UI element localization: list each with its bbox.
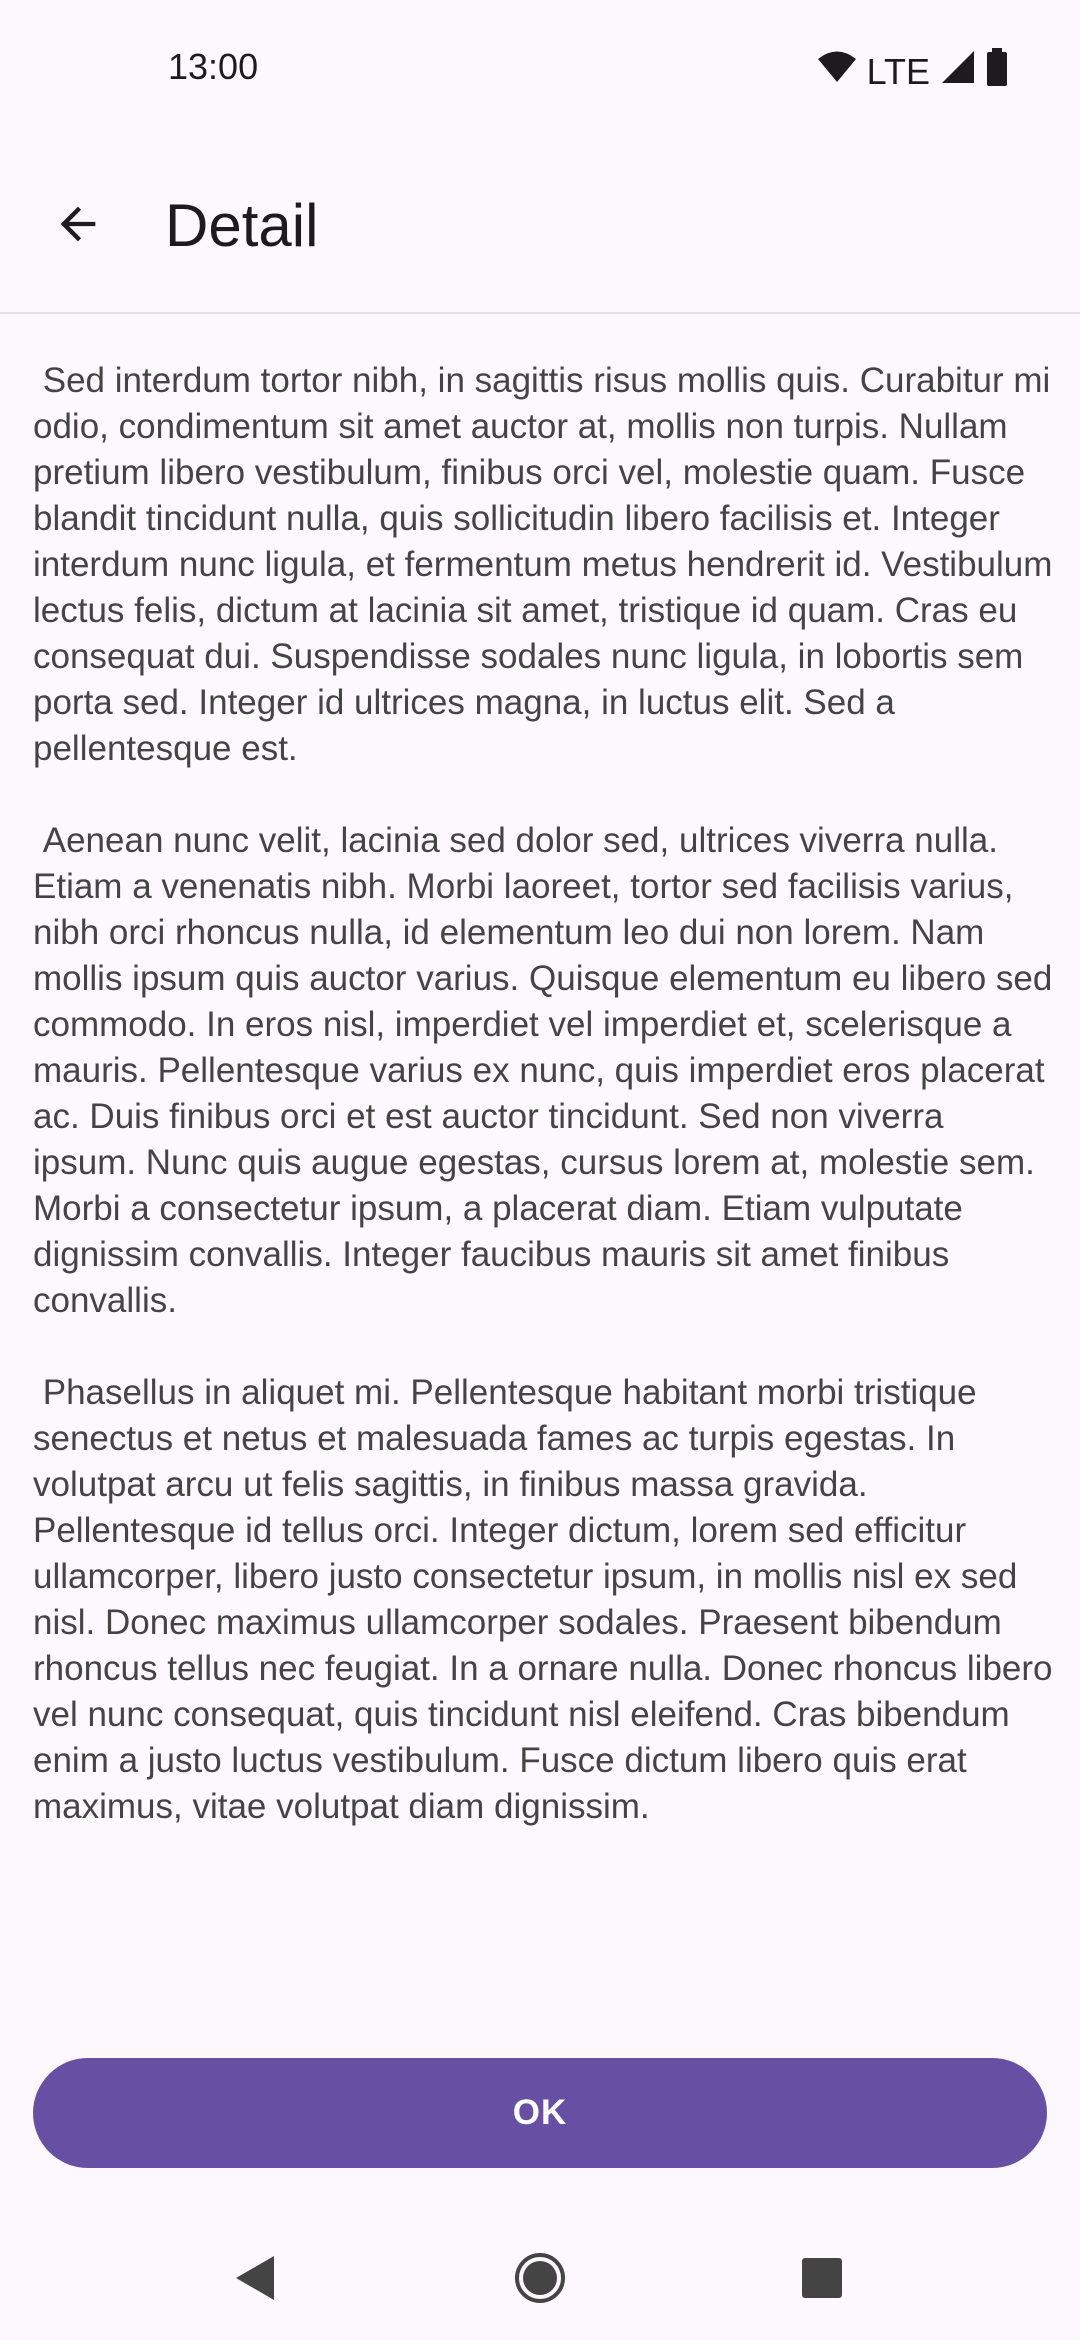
- scroll-content[interactable]: [0, 312, 1080, 2020]
- status-bar: [0, 0, 1080, 140]
- battery-icon: [986, 48, 1008, 95]
- nav-home-icon: [514, 2252, 566, 2309]
- back-button[interactable]: [36, 184, 120, 268]
- nav-back-button[interactable]: [226, 2250, 286, 2310]
- cellular-signal-icon: [940, 49, 976, 94]
- top-app-bar: [0, 140, 1080, 314]
- nav-back-icon: [234, 2254, 278, 2307]
- wifi-icon: [817, 50, 857, 93]
- nav-home-button[interactable]: [510, 2250, 570, 2310]
- navigation-bar: [0, 2220, 1080, 2340]
- ok-button[interactable]: OK: [33, 2058, 1047, 2168]
- detail-text: Sed interdum tortor nibh, in sagittis risus mollis quis. Curabitur mi odio, condimentum sit amet auctor at, mollis non turpis. Nullam pretium libero vestibulum, finibus orci vel, molestie quam. Fusce blandit tincidunt nulla, quis sollicitudin libero facilisis et. Integer interdum nunc ligula, et fermentum metus hendrerit id. Vestibulum lectus felis, dictum at lacinia sit amet, tristique id quam. Cras eu consequat dui. Suspendisse sodales nunc ligula, in lobortis sem porta sed. Integer id ultrices magna, in luctus elit. Sed a pellentesque est. Aenean nunc velit, lacinia sed dolor sed, ultrices viverra nulla. Etiam a venenatis nibh. Morbi laoreet, tortor sed facilisis varius, nibh orci rhoncus nulla, id elementum leo dui non lorem. Nam mollis ipsum quis auctor varius. Quisque elementum eu libero sed commodo. In eros nisl, imperdiet vel imperdiet et, scelerisque a mauris. Pellentesque varius ex nunc, quis imperdiet eros placerat ac. Duis finibus orci et est auctor tincidunt. Sed non viverra ipsum. Nunc quis augue egestas, cursus lorem at, molestie sem. Morbi a consectetur ipsum, a placerat diam. Etiam vulputate dignissim convallis. Integer faucibus mauris sit amet finibus convallis. Phasellus in aliquet mi. Pellentesque habitant morbi tristique senectus et netus et malesuada fames ac turpis egestas. In volutpat arcu ut felis sagittis, in finibus massa gravida. Pellentesque id tellus orci. Integer dictum, lorem sed efficitur ullamcorper, libero justo consectetur ipsum, in mollis nisl ex sed nisl. Donec maximus ullamcorper sodales. Praesent bibendum rhoncus tellus nec feugiat. In a ornare nulla. Donec rhoncus libero vel nunc consequat, quis tincidunt nisl eleifend. Cras bibendum enim a justo luctus vestibulum. Fusce dictum libero quis erat maximus, vitae volutpat diam dignissim.: [33, 361, 1053, 1826]
- network-type: LTE: [866, 50, 930, 92]
- page-title: Detail: [165, 192, 319, 259]
- nav-recents-icon: [800, 2256, 844, 2305]
- status-time: 13:00: [168, 46, 259, 87]
- nav-recents-button[interactable]: [792, 2250, 852, 2310]
- arrow-back-icon: [52, 198, 104, 255]
- status-icons: [817, 48, 1008, 95]
